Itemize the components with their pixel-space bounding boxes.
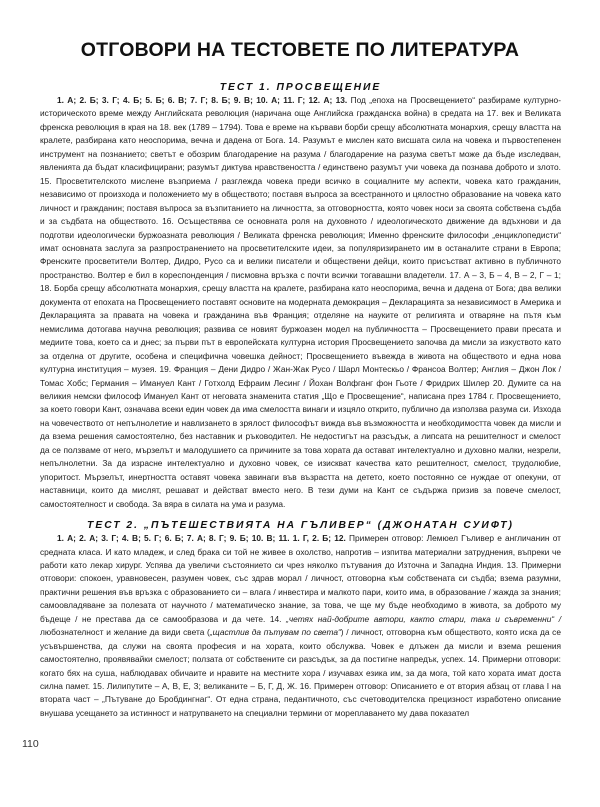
page-title: ОТГОВОРИ НА ТЕСТОВЕТЕ ПО ЛИТЕРАТУРА [80,39,520,62]
test-2-answer-key: 1. А; 2. А; 3. Г; 4. В; 5. Г; 6. Б; 7. А; 8. Г; 9. Б; 10. В; 11. 1. Г, 2. Б; 12. [57,533,346,544]
test-2-quote-2: „щастлив да пътувам по света“ [209,627,341,638]
test-1-heading: ТЕСТ 1. ПРОСВЕЩЕНИЕ [219,82,382,93]
test-2-quote-1: „четях най-добрите автори, както стари, така и съвременни“ / [286,613,562,624]
test-2-body-cont-1: любознателност и желание да види света ( [40,627,210,638]
test-2-heading: ТЕСТ 2. „ПЪТЕШЕСТВИЯТА НА ГЪЛИВЕР“ (ДЖОНАТАН СУИФТ) [87,520,514,532]
test-1-body: Под „епоха на Просвещението“ разбираме културно-историческото време между Английската революция (наричана още Английска гражданска война) в средата на 17. век и Великата френска революция в края на 18. век (1789 – 1794). Това е време на кървави борби срещу абсолютната монархия, срещу властта на кралете, разбирана като неоспорима, вечна и дадена от Бога. 14. Разумът е мислен като висшата сила на човека и първостепенен инструмент на познанието; светът е обозрим благодарение на разума / благодарение на разума светът може да бъде изследван, явленията да бъдат класифицирани; разумът диктува нравствеността / единствено разумът учи човека да познава доброто и злото. 15. Просветителското мислене възприема / разглежда човека преди всичко в социалните му аспекти, човека като гражданин, независимо от произхода и положението му в обществото; поставя въпроса за всестранното и цялостно образование на човека като личност и гражданин; поставя въпроса за възпитанието на личността, за отговорността, която човек носи за своята собствена съдба и за съдбата на обществото. 16. Осъществява се основната роля на духовното / идеологическото движение да вдъхнови и да подготви идеологически буржоазната революция / Великата френска революция; Именно френските философи „енциклопедисти“ имат основната заслуга за разпространението на просветителските идеи, за популяризирането им в останалите страни в Европа; Френските просветители Волтер, Дидро, Русо са и велики писатели и обществени дейци, които присъстват активно в публичното пространство. Волтер е бил в кореспонденция / писмовна връзка с почти всички тогавашни владетели. 17. А – 3, Б – 4, В – 2, Г – 1; 18. Борба срещу абсолютната монархия, срещу властта на кралете, разбирана като неоспорима, вечна и дадена от Бога; два велики документа от епохата на Просвещението поставят основите на модерната демокрация – Декларацията за независимост в Америка и Декларацията за правата на човека и гражданина във Франция; отделяне на науките от религията и отваряне на пътя към немислима дотогава научна революция; развива се новият буржоазен модел на публичността – Просвещението прави пресата и медиите това, което са и днес; за първи път в европейската културна история Просвещението започва да мисли за изкуството като за отделна от другите, особена и специфична човешка дейност; Просвещението въвежда в живота на обществото и една нова културна институция – музея. 19. Франция – Дени Дидро / Жан-Жак Русо / Шарл Монтескьо / Франсоа Волтер; Англия – Джон Лок /Томас Хобс; Германия – Имануел Кант / Готхолд Ефраим Лесинг / Йохан Волфганг фон Гьоте / Фридрих Шилер 20. Думите са на великия немски философ Имануел Кант от неговата знаменита статия „Що е Просвещение“, написана през 1784 г. Просвещението, за което говори Кант, означава всеки един човек да има смелостта винаги и изцяло открито, публично да използва разума си. Изхода на човечеството от непълнолетие и навлизането в зрялост философът вижда във възможността и необходимостта човек да мисли и да взема решения самостоятелно, без наставник и ръководител. Не недостигът на разсъдък, а липсата на решителност и смелост да се ползваме от него, мързелът и малодушието са причините за това хората да остават интелектуално и духовно малки, незрели, непълнолетни. За да израсне интелектуално и духовно човек, се изискват качества като решителност, смелост, трудолюбие, упоритост. Мързелът, инертността оставят човека завинаги във възрастта на детето, което постоянно се нуждае от опекуни, от наставници, които да мислят, решават и действат вместо него. В тези думи на Кант се съдържа призив за повече смелост, самостоятелност и свобода. За вяра в силата на ума и разума. [40,95,561,509]
test-2-body: Примерен отговор: Лемюел Гъливер е англичанин от средната класа. И като младеж, и след брака си той не живее в охолство, напротив – изпитва материални затруднения, въпреки че работи като лекар хирург. Успява да увеличи състоянието си чрез няколко пътувания до Източна и Западна Индия. 13. Примерни отговори: спокоен, уравновесен, разумен човек, със здрав морал / личност, отговорна към собствената си съдба; взема разумни, практични решения във връзка с образованието си – влага / инвестира и малкото пари, които има, в образование / жажда за знания; самоовладяване за полезата от научното / математическо знание, за това, че ще му бъде необходимо в живота, за доброто му бъдеще / не престава да се самообразова и да чете. 14. [40,533,561,624]
page-number: 110 [22,738,39,750]
test-2-body-cont-2: ) / личност, отговорна към обществото, която иска да се усъвършенства, да служи на своята професия и на хората, които обслужва. Човек е длъжен да мисли и взема решения самостоятелно, проявявайки смелост; ползата от собствените си разсъдък, за да постигне напредък, успех. 14. Примерни отговори: когато бях на суша, наблюдавах обичаите и нравите на местните хора / изучавах езика им, за да мога, той като хората имат доста силна памет. 15. Лилипутите – А, В, Е, З; великаните – Б, Г, Д, Ж. 16. Примерен отговор: Описанието е от втория абзац от глава I на втората част – „Пътуване до Бробдингнаг“. От една страна, педантичното, със счетоводителска прецизност изработено описание внушава усещането за истинност и натрупването на специални термини от мореплаването му дава показател [40,627,561,718]
test-2-answers [40,532,561,720]
test-1-answer-key: 1. А; 2. Б; 3. Г; 4. Б; 5. Б; 6. В; 7. Г; 8. Б; 9. В; 10. А; 11. Г; 12. А; 13. [57,95,348,105]
page-content [40,82,561,720]
test-1-answers [40,94,561,511]
